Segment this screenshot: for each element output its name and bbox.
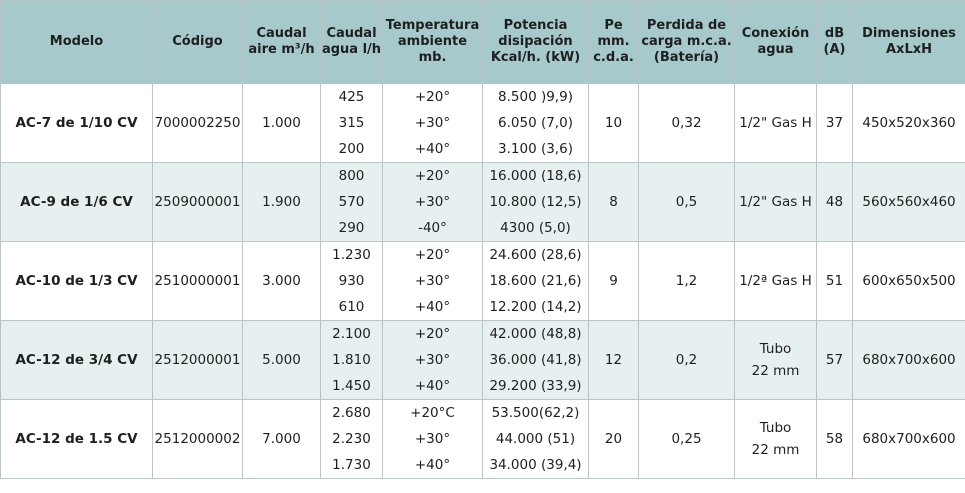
table-row [1,321,965,348]
cell-caudal-agua: 290 [321,215,383,242]
cell-potencia: 12.200 (14,2) [483,294,589,321]
cell-modelo: AC-9 de 1/6 CV [1,163,153,242]
cell-codigo: 7000002250 [153,84,243,163]
table-row [1,400,965,427]
cell-temperatura: +30° [383,347,483,373]
cell-caudal-agua: 1.450 [321,373,383,400]
header-codigo: Código [153,1,243,84]
cell-potencia: 18.600 (21,6) [483,268,589,294]
cell-temperatura: +30° [383,426,483,452]
cell-db: 57 [817,321,853,400]
cell-caudal-agua: 425 [321,84,383,111]
cell-caudal-agua: 2.100 [321,321,383,348]
cell-caudal-aire: 1.900 [243,163,321,242]
cell-caudal-agua: 1.730 [321,452,383,479]
cell-perdida: 0,25 [639,400,735,479]
cell-caudal-agua: 2.680 [321,400,383,427]
header-modelo: Modelo [1,1,153,84]
cell-db: 37 [817,84,853,163]
cell-pe: 12 [589,321,639,400]
cell-db: 58 [817,400,853,479]
cell-temperatura: +30° [383,110,483,136]
cell-caudal-agua: 570 [321,189,383,215]
header-dimensiones: Dimensiones AxLxH [853,1,965,84]
cell-potencia: 42.000 (48,8) [483,321,589,348]
cell-temperatura: -40° [383,215,483,242]
cell-dimensiones: 560x560x460 [853,163,965,242]
cell-dimensiones: 680x700x600 [853,400,965,479]
cell-caudal-agua: 2.230 [321,426,383,452]
header-perdida: Perdida de carga m.c.a. (Batería) [639,1,735,84]
cell-modelo: AC-10 de 1/3 CV [1,242,153,321]
header-caudal-aire: Caudal aire m³/h [243,1,321,84]
cell-temperatura: +40° [383,136,483,163]
cell-potencia: 16.000 (18,6) [483,163,589,190]
header-caudal-agua: Caudal agua l/h [321,1,383,84]
cell-perdida: 0,32 [639,84,735,163]
cell-conexion [735,321,817,400]
cell-dimensiones: 680x700x600 [853,321,965,400]
cell-perdida: 0,5 [639,163,735,242]
cell-codigo: 2509000001 [153,163,243,242]
cell-caudal-agua: 1.810 [321,347,383,373]
cell-conexion [735,84,817,163]
cell-temperatura: +30° [383,189,483,215]
cell-potencia: 8.500 )9,9) [483,84,589,111]
cell-temperatura: +20° [383,84,483,111]
cell-potencia: 29.200 (33,9) [483,373,589,400]
conexion-line: 22 mm [751,442,800,458]
cell-potencia: 6.050 (7,0) [483,110,589,136]
cell-codigo: 2510000001 [153,242,243,321]
cell-temperatura: +20° [383,321,483,348]
cell-caudal-agua: 930 [321,268,383,294]
cell-temperatura: +40° [383,294,483,321]
conexion-line: Tubo [759,341,792,357]
cell-potencia: 4300 (5,0) [483,215,589,242]
table-row [1,242,965,269]
header-conexion: Conexión agua [735,1,817,84]
conexion-line: Tubo [759,420,792,436]
cell-temperatura: +30° [383,268,483,294]
table-body [1,84,965,479]
cell-caudal-aire: 1.000 [243,84,321,163]
cell-db: 48 [817,163,853,242]
cell-caudal-aire: 3.000 [243,242,321,321]
cell-potencia: 3.100 (3,6) [483,136,589,163]
cell-modelo: AC-12 de 3/4 CV [1,321,153,400]
header-row [1,1,965,84]
cell-conexion [735,163,817,242]
cell-conexion [735,400,817,479]
conexion-line: 1/2" Gas H [739,115,812,131]
cell-modelo: AC-7 de 1/10 CV [1,84,153,163]
cell-temperatura: +20° [383,163,483,190]
cell-codigo: 2512000002 [153,400,243,479]
cell-perdida: 1,2 [639,242,735,321]
cell-potencia: 36.000 (41,8) [483,347,589,373]
cell-dimensiones: 600x650x500 [853,242,965,321]
header-pe: Pe mm. c.d.a. [589,1,639,84]
cell-potencia: 24.600 (28,6) [483,242,589,269]
header-potencia: Potencia disipación Kcal/h. (kW) [483,1,589,84]
cell-temperatura: +20° [383,242,483,269]
cell-pe: 8 [589,163,639,242]
cell-modelo: AC-12 de 1.5 CV [1,400,153,479]
cell-conexion [735,242,817,321]
cell-temperatura: +40° [383,452,483,479]
conexion-line: 1/2" Gas H [739,194,812,210]
cell-potencia: 34.000 (39,4) [483,452,589,479]
cell-caudal-agua: 200 [321,136,383,163]
cell-codigo: 2512000001 [153,321,243,400]
cell-dimensiones: 450x520x360 [853,84,965,163]
cell-caudal-aire: 7.000 [243,400,321,479]
cell-pe: 9 [589,242,639,321]
cell-perdida: 0,2 [639,321,735,400]
table-row [1,84,965,111]
cell-pe: 20 [589,400,639,479]
cell-caudal-agua: 315 [321,110,383,136]
cell-potencia: 53.500(62,2) [483,400,589,427]
cell-caudal-agua: 610 [321,294,383,321]
conexion-line: 1/2ª Gas H [739,273,812,289]
cell-db: 51 [817,242,853,321]
table-row [1,163,965,190]
cell-caudal-agua: 800 [321,163,383,190]
cell-pe: 10 [589,84,639,163]
cell-temperatura: +40° [383,373,483,400]
cell-potencia: 44.000 (51) [483,426,589,452]
cell-caudal-agua: 1.230 [321,242,383,269]
header-temperatura: Temperatura ambiente mb. [383,1,483,84]
cell-temperatura: +20°C [383,400,483,427]
conexion-line: 22 mm [751,363,800,379]
cell-potencia: 10.800 (12,5) [483,189,589,215]
cell-caudal-aire: 5.000 [243,321,321,400]
header-db: dB (A) [817,1,853,84]
